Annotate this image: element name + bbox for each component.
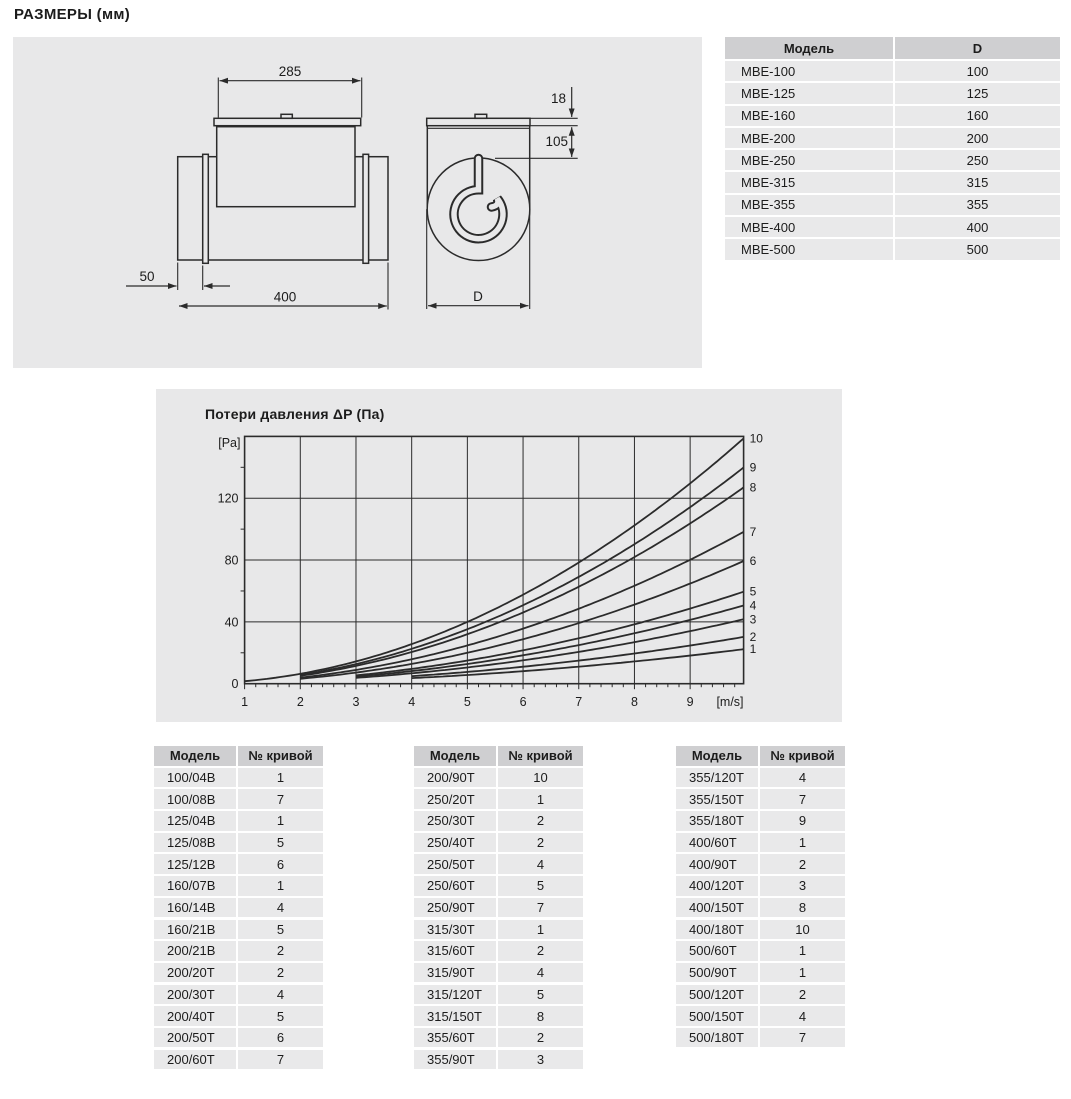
model-cell: 500/120Т [676, 985, 758, 1005]
x-axis-unit-label: [m/s] [716, 695, 744, 709]
table-row [414, 768, 583, 788]
value-cell: 1 [760, 833, 845, 853]
value-cell: 8 [498, 1006, 583, 1026]
value-cell: 9 [760, 811, 845, 831]
y-tick-label: 120 [217, 491, 239, 506]
chart-title: Потери давления ΔP (Па) [205, 406, 385, 422]
curve-number-label: 4 [749, 598, 757, 613]
table-row [154, 811, 323, 831]
curve-number-label: 2 [749, 629, 757, 644]
x-tick-label: 3 [352, 695, 360, 709]
table-row [676, 920, 845, 940]
model-cell: 125/08В [154, 833, 236, 853]
model-cell: 315/90Т [414, 963, 496, 983]
table-row [414, 898, 583, 918]
table-row [414, 941, 583, 961]
model-cell: 400/60Т [676, 833, 758, 853]
curve-number-label: 8 [749, 480, 757, 495]
right-flange [363, 154, 369, 263]
value-cell: 6 [238, 854, 323, 874]
table-row [154, 920, 323, 940]
value-cell: 5 [238, 833, 323, 853]
table-row [725, 217, 1060, 237]
model-cell: 125/04В [154, 811, 236, 831]
header-cell: D [895, 37, 1060, 59]
model-cell: 200/60Т [154, 1050, 236, 1070]
terminal-box-front [217, 127, 355, 207]
left-flange [203, 154, 209, 263]
table-row [154, 789, 323, 809]
table-row [414, 833, 583, 853]
value-cell: 4 [238, 898, 323, 918]
table-row [676, 1028, 845, 1048]
model-cell: 200/30Т [154, 985, 236, 1005]
header-cell: № кривой [760, 746, 845, 766]
model-cell: 250/50Т [414, 854, 496, 874]
table-row [154, 1028, 323, 1048]
table-row [414, 876, 583, 896]
value-cell: 1 [498, 789, 583, 809]
value-cell: 8 [760, 898, 845, 918]
model-cell: 160/21В [154, 920, 236, 940]
header-cell: Модель [154, 746, 236, 766]
page-title: РАЗМЕРЫ (мм) [14, 6, 131, 23]
value-cell: 1 [238, 876, 323, 896]
x-tick-label: 7 [575, 695, 583, 709]
pressure-chart-svg [156, 389, 842, 722]
model-cell: 160/14В [154, 898, 236, 918]
header-cell: Модель [414, 746, 496, 766]
dim-18-label: 18 [550, 91, 566, 106]
value-cell: 2 [498, 1028, 583, 1048]
curve-table-3 [676, 746, 845, 1050]
value-cell: 1 [760, 941, 845, 961]
table-header-row [725, 37, 1060, 59]
model-cell: 100/04В [154, 768, 236, 788]
model-cell: 315/60Т [414, 941, 496, 961]
value-cell: 2 [498, 941, 583, 961]
model-cell: 200/40Т [154, 1006, 236, 1026]
table-row [414, 854, 583, 874]
table-header-row [676, 746, 845, 766]
table-row [154, 898, 323, 918]
model-cell: 200/50Т [154, 1028, 236, 1048]
model-cell: МВЕ-400 [725, 217, 893, 237]
value-cell: 5 [498, 985, 583, 1005]
value-cell: 125 [895, 83, 1060, 103]
table-row [414, 789, 583, 809]
model-cell: 250/20Т [414, 789, 496, 809]
table-row [676, 898, 845, 918]
table-row [414, 985, 583, 1005]
value-cell: 3 [760, 876, 845, 896]
table-row [676, 768, 845, 788]
value-cell: 6 [238, 1028, 323, 1048]
lid-knob-front [281, 114, 292, 118]
model-cell: МВЕ-200 [725, 128, 893, 148]
x-tick-label: 5 [463, 695, 471, 709]
model-cell: 500/60Т [676, 941, 758, 961]
model-cell: 355/120Т [676, 768, 758, 788]
dimensions-drawing-panel [13, 37, 702, 368]
table-row [676, 941, 845, 961]
model-cell: 125/12В [154, 854, 236, 874]
value-cell: 160 [895, 106, 1060, 126]
model-cell: 200/90Т [414, 768, 496, 788]
value-cell: 5 [498, 876, 583, 896]
value-cell: 5 [238, 920, 323, 940]
table-row [414, 1006, 583, 1026]
value-cell: 4 [760, 768, 845, 788]
value-cell: 2 [238, 941, 323, 961]
model-cell: 400/90Т [676, 854, 758, 874]
pressure-curve-4 [356, 606, 744, 677]
pressure-loss-chart-panel [156, 389, 842, 722]
model-cell: МВЕ-100 [725, 61, 893, 81]
table-row [676, 985, 845, 1005]
value-cell: 7 [760, 1028, 845, 1048]
dim-50-label: 50 [139, 269, 155, 284]
table-row [414, 920, 583, 940]
header-cell: Модель [676, 746, 758, 766]
value-cell: 200 [895, 128, 1060, 148]
value-cell: 10 [498, 768, 583, 788]
curve-number-label: 5 [749, 584, 757, 599]
curve-table-2 [414, 746, 583, 1071]
value-cell: 4 [498, 854, 583, 874]
table-row [414, 1050, 583, 1070]
curve-table-1 [154, 746, 323, 1071]
dim-285 [218, 78, 361, 118]
table-row [725, 61, 1060, 81]
model-cell: 355/150Т [676, 789, 758, 809]
value-cell: 1 [238, 811, 323, 831]
table-row [154, 963, 323, 983]
header-cell: № кривой [238, 746, 323, 766]
table-row [725, 150, 1060, 170]
model-cell: 315/120Т [414, 985, 496, 1005]
table-row [676, 789, 845, 809]
value-cell: 2 [760, 985, 845, 1005]
curve-number-label: 10 [749, 431, 763, 446]
table-row [154, 768, 323, 788]
model-cell: 200/21В [154, 941, 236, 961]
table-row [725, 172, 1060, 192]
dim-D-label: D [473, 289, 483, 304]
model-cell: 160/07В [154, 876, 236, 896]
x-tick-label: 2 [296, 695, 304, 709]
model-cell: МВЕ-315 [725, 172, 893, 192]
model-cell: 500/180Т [676, 1028, 758, 1048]
table-row [154, 876, 323, 896]
model-cell: 315/30Т [414, 920, 496, 940]
table-header-row [414, 746, 583, 766]
dim-400-label: 400 [273, 289, 297, 305]
model-cell: МВЕ-250 [725, 150, 893, 170]
value-cell: 4 [238, 985, 323, 1005]
value-cell: 4 [760, 1006, 845, 1026]
table-row [414, 963, 583, 983]
table-row [676, 854, 845, 874]
value-cell: 7 [498, 898, 583, 918]
dim-285-label: 285 [278, 64, 302, 79]
table-row [725, 128, 1060, 148]
x-tick-label: 6 [519, 695, 527, 709]
curve-number-label: 6 [749, 554, 757, 569]
dim-105-label: 105 [545, 134, 568, 149]
table-row [676, 811, 845, 831]
size-table [725, 37, 1060, 262]
value-cell: 7 [238, 1050, 323, 1070]
y-axis-unit-label: [Pa] [218, 436, 241, 450]
model-cell: 250/60Т [414, 876, 496, 896]
model-cell: 400/120Т [676, 876, 758, 896]
value-cell: 5 [238, 1006, 323, 1026]
curve-number-label: 7 [749, 524, 757, 539]
model-cell: 200/20Т [154, 963, 236, 983]
table-row [154, 941, 323, 961]
x-tick-label: 8 [630, 695, 638, 709]
x-tick-label: 4 [408, 695, 416, 709]
model-cell: 400/150Т [676, 898, 758, 918]
model-cell: 500/90Т [676, 963, 758, 983]
terminal-box-lid-side [427, 118, 530, 125]
table-row [676, 963, 845, 983]
value-cell: 500 [895, 239, 1060, 259]
table-row [725, 239, 1060, 259]
dimensional-drawing [13, 37, 702, 368]
model-cell: 100/08В [154, 789, 236, 809]
y-tick-label: 80 [224, 553, 239, 568]
model-cell: МВЕ-125 [725, 83, 893, 103]
table-row [676, 876, 845, 896]
y-tick-label: 40 [224, 615, 239, 630]
value-cell: 7 [760, 789, 845, 809]
table-row [154, 985, 323, 1005]
header-cell: Модель [725, 37, 893, 59]
value-cell: 1 [760, 963, 845, 983]
table-row [725, 83, 1060, 103]
y-tick-label: 0 [231, 677, 239, 692]
value-cell: 2 [238, 963, 323, 983]
x-tick-label: 1 [241, 695, 249, 709]
value-cell: 1 [498, 920, 583, 940]
model-cell: 355/60Т [414, 1028, 496, 1048]
model-cell: МВЕ-160 [725, 106, 893, 126]
model-cell: 355/180Т [676, 811, 758, 831]
table-row [414, 1028, 583, 1048]
value-cell: 400 [895, 217, 1060, 237]
table-row [725, 106, 1060, 126]
value-cell: 3 [498, 1050, 583, 1070]
table-row [154, 1006, 323, 1026]
model-cell: 400/180Т [676, 920, 758, 940]
pressure-curve-2 [412, 637, 744, 676]
x-tick-label: 9 [686, 695, 694, 709]
table-row [414, 811, 583, 831]
value-cell: 250 [895, 150, 1060, 170]
table-row [154, 1050, 323, 1070]
value-cell: 7 [238, 789, 323, 809]
model-cell: 355/90Т [414, 1050, 496, 1070]
lid-knob-side [475, 114, 487, 118]
table-header-row [154, 746, 323, 766]
table-row [725, 195, 1060, 215]
value-cell: 355 [895, 195, 1060, 215]
table-row [676, 833, 845, 853]
model-cell: 315/150Т [414, 1006, 496, 1026]
curve-number-label: 3 [749, 612, 757, 627]
model-cell: МВЕ-500 [725, 239, 893, 259]
model-cell: 250/30Т [414, 811, 496, 831]
table-row [154, 833, 323, 853]
model-cell: 250/40Т [414, 833, 496, 853]
value-cell: 10 [760, 920, 845, 940]
curve-number-label: 1 [749, 642, 757, 657]
value-cell: 4 [498, 963, 583, 983]
value-cell: 100 [895, 61, 1060, 81]
header-cell: № кривой [498, 746, 583, 766]
value-cell: 315 [895, 172, 1060, 192]
model-cell: 250/90Т [414, 898, 496, 918]
model-cell: МВЕ-355 [725, 195, 893, 215]
model-cell: 500/150Т [676, 1006, 758, 1026]
value-cell: 1 [238, 768, 323, 788]
value-cell: 2 [760, 854, 845, 874]
table-row [154, 854, 323, 874]
table-row [676, 1006, 845, 1026]
value-cell: 2 [498, 833, 583, 853]
value-cell: 2 [498, 811, 583, 831]
curve-number-label: 9 [749, 460, 757, 475]
terminal-box-lid-front [214, 118, 361, 125]
